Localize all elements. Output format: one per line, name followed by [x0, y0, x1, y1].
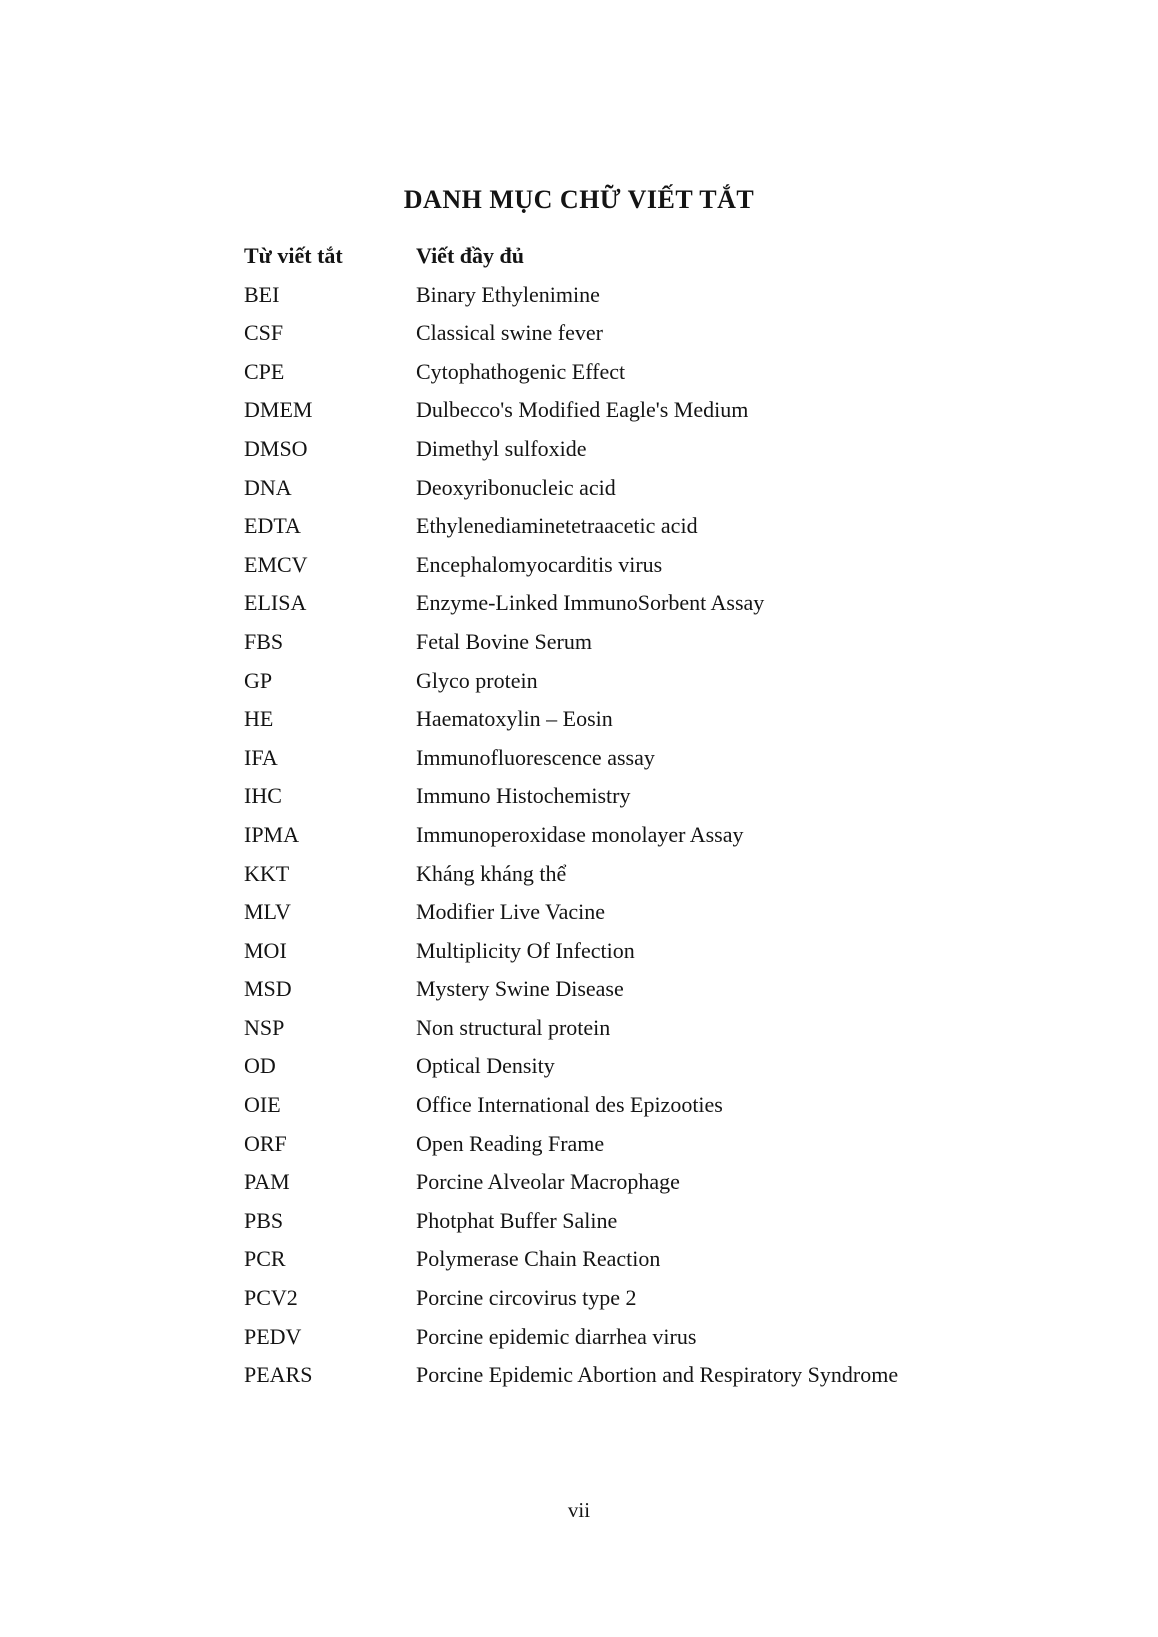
full-form-cell: Immunoperoxidase monolayer Assay [416, 821, 744, 847]
abbreviation-cell: DMSO [244, 435, 308, 461]
full-form-cell: Encephalomyocarditis virus [416, 551, 663, 577]
full-form-cell: Porcine epidemic diarrhea virus [416, 1323, 697, 1349]
full-form-cell: Optical Density [416, 1053, 555, 1079]
abbreviation-cell: MSD [244, 976, 292, 1002]
abbreviation-cell: MOI [244, 937, 287, 963]
abbreviation-cell: EMCV [244, 551, 308, 577]
full-form-cell: Dulbecco's Modified Eagle's Medium [416, 397, 749, 423]
abbreviation-cell: FBS [244, 628, 284, 654]
full-form-cell: Ethylenediaminetetraacetic acid [416, 513, 698, 539]
table-row [244, 1086, 1098, 1125]
abbreviation-cell: IFA [244, 744, 278, 770]
table-row [244, 391, 1098, 430]
table-row [244, 1318, 1098, 1357]
column-header-full-form: Viết đầy đủ [416, 243, 524, 268]
abbreviation-cell: DNA [244, 474, 292, 500]
full-form-cell: Polymerase Chain Reaction [416, 1246, 661, 1272]
abbreviation-cell: CPE [244, 358, 285, 384]
abbreviation-cell: IHC [244, 783, 282, 809]
table-row [244, 469, 1098, 508]
abbreviation-cell: ELISA [244, 590, 307, 616]
table-row [244, 1009, 1098, 1048]
table-row [244, 1279, 1098, 1318]
table-row [244, 353, 1098, 392]
full-form-cell: Fetal Bovine Serum [416, 628, 592, 654]
full-form-cell: Mystery Swine Disease [416, 976, 624, 1002]
full-form-cell: Open Reading Frame [416, 1130, 605, 1156]
table-row [244, 700, 1098, 739]
table-row [244, 855, 1098, 894]
full-form-cell: Enzyme-Linked ImmunoSorbent Assay [416, 590, 765, 616]
full-form-cell: Binary Ethylenimine [416, 281, 600, 307]
abbreviation-cell: NSP [244, 1014, 285, 1040]
table-row [244, 546, 1098, 585]
full-form-cell: Modifier Live Vacine [416, 899, 605, 925]
abbreviation-cell: IPMA [244, 821, 300, 847]
table-row [244, 584, 1098, 623]
full-form-cell: Glyco protein [416, 667, 538, 693]
table-row [244, 893, 1098, 932]
abbreviation-cell: DMEM [244, 397, 313, 423]
abbreviation-cell: BEI [244, 281, 280, 307]
abbreviation-cell: PCR [244, 1246, 286, 1272]
abbreviation-cell: KKT [244, 860, 290, 886]
full-form-cell: Deoxyribonucleic acid [416, 474, 616, 500]
table-row [244, 1356, 1098, 1395]
full-form-cell: Office International des Epizooties [416, 1092, 723, 1118]
full-form-cell: Immuno Histochemistry [416, 783, 631, 809]
full-form-cell: Porcine Alveolar Macrophage [416, 1169, 680, 1195]
abbreviation-cell: HE [244, 706, 274, 732]
abbreviation-cell: OIE [244, 1092, 281, 1118]
full-form-cell: Cytophathogenic Effect [416, 358, 626, 384]
full-form-cell: Immunofluorescence assay [416, 744, 655, 770]
abbreviation-cell: EDTA [244, 513, 301, 539]
abbreviation-cell: MLV [244, 899, 291, 925]
table-row [244, 739, 1098, 778]
abbreviation-cell: PBS [244, 1207, 284, 1233]
full-form-cell: Porcine Epidemic Abortion and Respiratory Syndrome [416, 1362, 899, 1388]
table-header-row [244, 237, 1098, 276]
abbreviation-cell: ORF [244, 1130, 287, 1156]
full-form-cell: Kháng kháng thể [416, 860, 567, 886]
table-row [244, 1125, 1098, 1164]
abbreviation-cell: GP [244, 667, 273, 693]
abbreviation-rows [244, 276, 1098, 1395]
full-form-cell: Porcine circovirus type 2 [416, 1285, 637, 1311]
abbreviation-cell: PCV2 [244, 1285, 298, 1311]
table-row [244, 507, 1098, 546]
abbreviation-cell: PEARS [244, 1362, 313, 1388]
table-row [244, 662, 1098, 701]
abbreviation-cell: CSF [244, 320, 284, 346]
full-form-cell: Dimethyl sulfoxide [416, 435, 587, 461]
table-row [244, 777, 1098, 816]
table-row [244, 1240, 1098, 1279]
full-form-cell: Non structural protein [416, 1014, 611, 1040]
full-form-cell: Multiplicity Of Infection [416, 937, 635, 963]
page-number: vii [567, 1498, 591, 1522]
table-row [244, 816, 1098, 855]
full-form-cell: Photphat Buffer Saline [416, 1207, 618, 1233]
table-row [244, 1202, 1098, 1241]
table-row [244, 1163, 1098, 1202]
column-header-abbreviation: Từ viết tắt [244, 243, 343, 268]
abbreviation-table [244, 237, 1098, 1395]
abbreviation-cell: PAM [244, 1169, 290, 1195]
table-row [244, 314, 1098, 353]
abbreviation-cell: PEDV [244, 1323, 302, 1349]
page-title: DANH MỤC CHỮ VIẾT TẮT [403, 185, 755, 215]
table-row [244, 430, 1098, 469]
table-row [244, 970, 1098, 1009]
table-row [244, 932, 1098, 971]
full-form-cell: Haematoxylin – Eosin [416, 706, 613, 732]
full-form-cell: Classical swine fever [416, 320, 603, 346]
table-row [244, 1047, 1098, 1086]
abbreviation-cell: OD [244, 1053, 276, 1079]
table-row [244, 276, 1098, 315]
table-row [244, 623, 1098, 662]
